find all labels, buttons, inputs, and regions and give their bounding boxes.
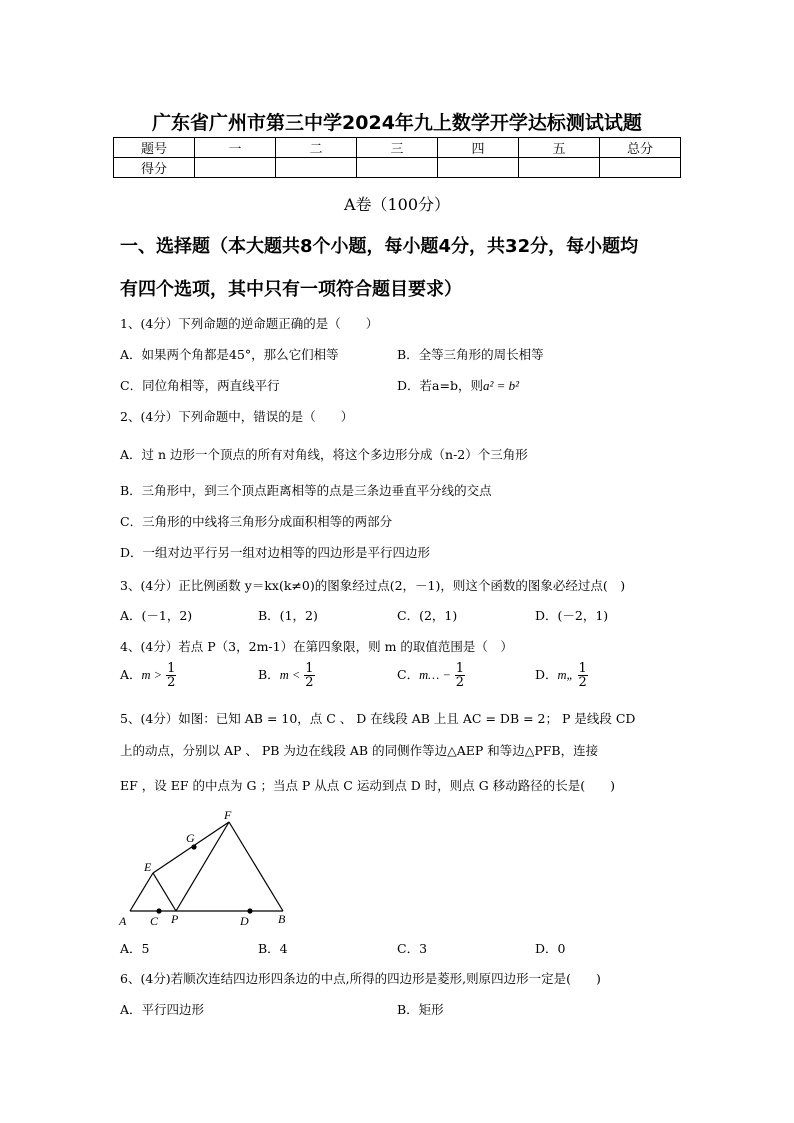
question-5-line1: 5、(4分）如图：已知 AB = 10，点 C 、 D 在线段 AB 上且 AC = DB = 2； P 是线段 CD — [120, 711, 636, 726]
q5-option-d: D．0 — [535, 941, 566, 956]
q4-option-a — [120, 662, 176, 689]
part-heading-line2: 有四个选项，其中只有一项符合题目要求） — [120, 279, 462, 300]
point-g — [191, 844, 196, 849]
table-cell[interactable] — [438, 158, 519, 178]
table-cell: 题号 — [114, 138, 195, 158]
table-row — [114, 158, 681, 178]
label-c: C — [150, 914, 159, 928]
q1-option-d-text: D．若a=b，则 — [397, 378, 483, 393]
q4-option-d — [535, 662, 588, 689]
score-table — [113, 137, 681, 178]
table-cell: 二 — [276, 138, 357, 158]
q3-option-a: A．(－1，2) — [120, 608, 193, 623]
table-cell[interactable] — [195, 158, 276, 178]
q5-option-c: C．3 — [397, 941, 428, 956]
table-cell: 三 — [357, 138, 438, 158]
option-expr: m„ — [557, 668, 574, 682]
question-5-line2: 上的动点，分别以 AP 、 PB 为边在线段 AB 的同侧作等边△AEP 和等边△PFB，连接 — [120, 743, 599, 758]
q1-option-d-formula: a² = b² — [482, 378, 520, 393]
question-4-stem: 4、(4分）若点 P（3，2m-1）在第四象限，则 m 的取值范围是（ ） — [120, 639, 513, 654]
question-5-line3: EF ，设 EF 的中点为 G ；当点 P 从点 C 运动到点 D 时，则点 G 移动路径的长是( ) — [120, 778, 615, 793]
geometry-figure — [110, 805, 300, 930]
q4-option-c — [397, 662, 465, 689]
q6-option-b: B．矩形 — [397, 1002, 444, 1017]
q5-option-a: A．5 — [120, 941, 150, 956]
q1-option-a: A．如果两个角都是45°，那么它们相等 — [120, 347, 339, 362]
segment-ep — [153, 873, 176, 911]
q2-option-d: D．一组对边平行另一组对边相等的四边形是平行四边形 — [120, 545, 431, 560]
q1-option-b: B．全等三角形的周长相等 — [397, 347, 544, 362]
table-row — [114, 138, 681, 158]
q2-option-a: A．过 n 边形一个顶点的所有对角线，将这个多边形分成（n-2）个三角形 — [120, 447, 528, 462]
part-heading-line1: 一、选择题（本大题共8个小题，每小题4分，共32分，每小题均 — [120, 236, 639, 257]
q2-option-b: B．三角形中，到三个顶点距离相等的点是三条边垂直平分线的交点 — [120, 483, 492, 498]
table-cell: 得分 — [114, 158, 195, 178]
q4-option-b — [258, 662, 315, 689]
label-p: P — [171, 912, 179, 926]
page-title: 广东省广州市第三中学2024年九上数学开学达标测试试题 — [152, 112, 642, 134]
q3-option-d: D．(－2，1) — [535, 608, 609, 623]
question-2-stem: 2、(4分）下列命题中，错误的是（ ） — [120, 409, 354, 424]
option-expr: m > — [141, 668, 163, 682]
option-label: A． — [120, 667, 142, 682]
q1-option-c: C．同位角相等，两直线平行 — [120, 378, 280, 393]
table-cell: 总分 — [600, 138, 681, 158]
table-cell[interactable] — [519, 158, 600, 178]
label-a: A — [119, 914, 127, 928]
q3-option-c: C．(2，1) — [397, 608, 458, 623]
table-cell[interactable] — [600, 158, 681, 178]
fraction: $\frac{1}{2}$ — [305, 661, 314, 690]
fraction: $\frac{1}{2}$ — [578, 661, 587, 690]
point-c — [156, 908, 161, 913]
table-cell[interactable] — [357, 158, 438, 178]
fraction: $\frac{1}{2}$ — [167, 661, 176, 690]
table-cell: 五 — [519, 138, 600, 158]
segment-ef — [153, 822, 229, 873]
option-expr: m < — [279, 668, 301, 682]
q1-option-d — [397, 376, 519, 394]
label-f: F — [224, 808, 232, 822]
section-heading: A卷（100分） — [343, 195, 451, 214]
option-label: C． — [397, 667, 420, 682]
option-label: D． — [535, 667, 558, 682]
segment-fb — [229, 822, 283, 911]
point-d — [247, 908, 252, 913]
q5-option-b: B．4 — [258, 941, 288, 956]
option-expr: m… − — [419, 668, 451, 682]
q2-option-c: C．三角形的中线将三角形分成面积相等的两部分 — [120, 514, 393, 529]
segment-pf — [176, 822, 229, 911]
q6-option-a: A．平行四边形 — [120, 1002, 205, 1017]
q3-option-b: B．(1，2) — [258, 608, 318, 623]
label-d: D — [240, 914, 249, 928]
question-1-stem: 1、(4分）下列命题的逆命题正确的是（ ） — [120, 316, 379, 331]
fraction: $\frac{1}{2}$ — [455, 661, 465, 690]
label-b: B — [278, 912, 286, 926]
option-label: B． — [258, 667, 280, 682]
question-6-stem: 6、(4分)若顺次连结四边形四条边的中点,所得的四边形是菱形,则原四边形一定是( ) — [120, 971, 601, 986]
table-cell: 四 — [438, 138, 519, 158]
table-cell[interactable] — [276, 158, 357, 178]
label-g: G — [186, 831, 195, 845]
question-3-stem: 3、(4分）正比例函数 y＝kx(k≠0)的图象经过点(2，－1)，则这个函数的图象必经过点( ) — [120, 578, 626, 593]
segment-ae — [130, 873, 153, 911]
label-e: E — [144, 860, 152, 874]
table-cell: 一 — [195, 138, 276, 158]
